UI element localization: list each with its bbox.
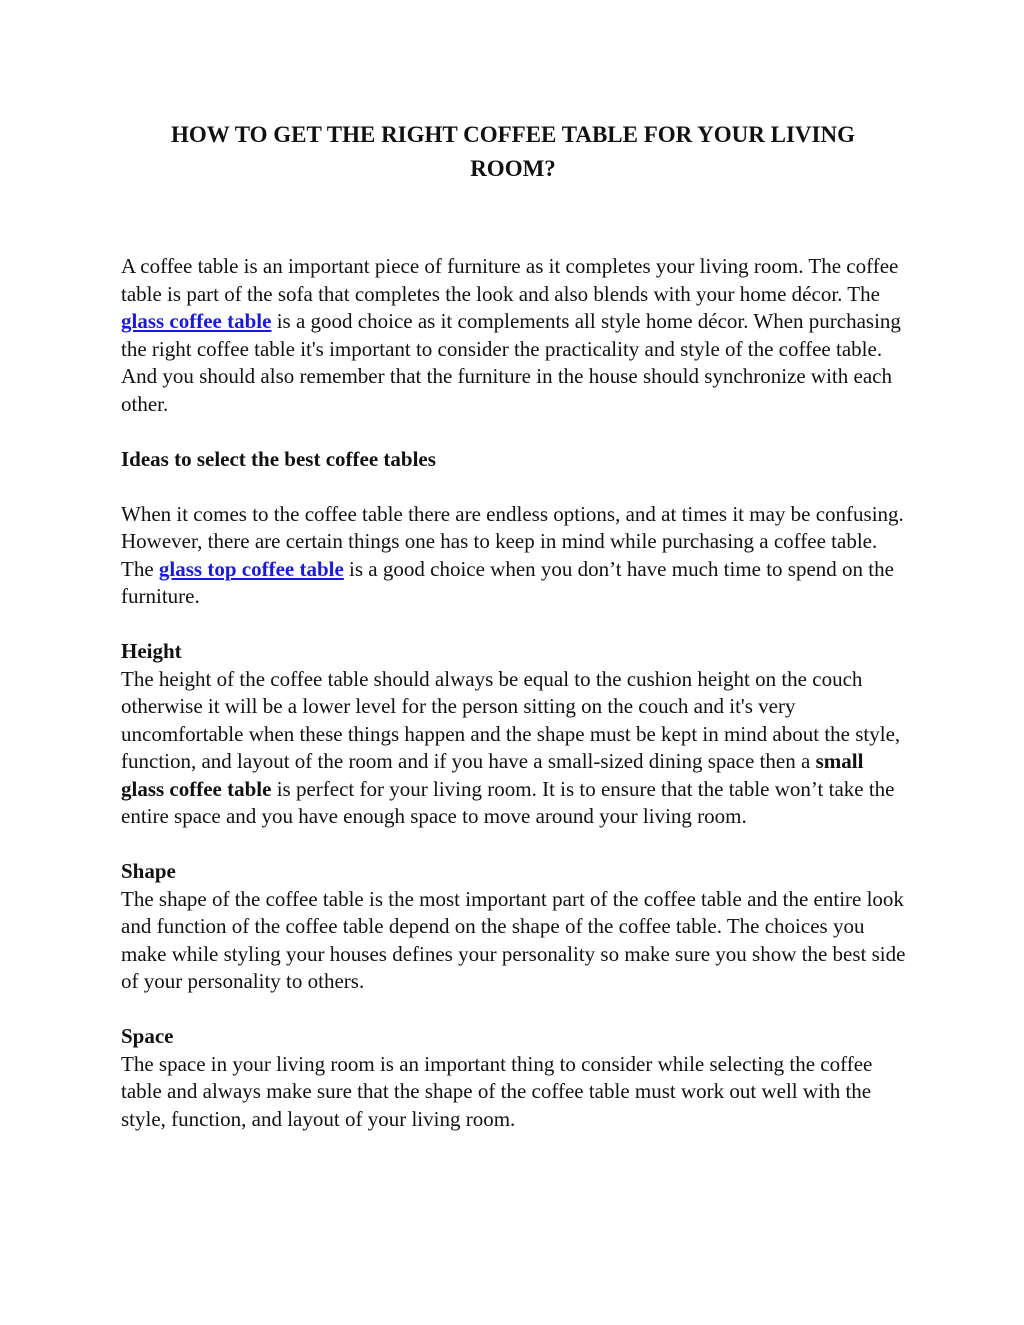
glass-coffee-table-link[interactable]: glass coffee table (121, 309, 272, 333)
ideas-heading: Ideas to select the best coffee tables (121, 446, 436, 471)
space-heading: Space (121, 1024, 174, 1048)
height-text-1: The height of the coffee table should always be equal to the cushion height on the couch otherwise it will be a lower level for the person sitting on the couch and it's very uncomfortable when these things happen and the shape must be kept in mind about the style, function, and layout of the room and if you have a small-sized dining space then a (121, 666, 901, 773)
intro-text-2: is a good choice as it complements all style home décor. When purchasing the right coffee table it's important to consider the practicality and style of the coffee table. And you should also remember that the furniture in the house should synchronize with each other. (121, 309, 901, 416)
document-page (121, 118, 911, 1133)
intro-paragraph (121, 253, 911, 418)
intro-text-1: A coffee table is an important piece of furniture as it completes your living room. The coffee table is part of the sofa that completes the look and also blends with your home décor. The (121, 254, 899, 306)
height-paragraph (121, 666, 911, 831)
document-title: HOW TO GET THE RIGHT COFFEE TABLE FOR YOUR LIVING ROOM? (171, 122, 855, 181)
ideas-text-2: is a good choice when you don’t have much time to spend on the furniture. (121, 556, 894, 608)
shape-heading: Shape (121, 859, 176, 883)
small-glass-coffee-table-bold: small glass coffee table (121, 749, 864, 801)
space-paragraph: The space in your living room is an important thing to consider while selecting the coffee table and always make sure that the shape of the coffee table must work out well with the style, function, and layout of your living room. (121, 1051, 873, 1131)
glass-top-coffee-table-link[interactable]: glass top coffee table (158, 556, 344, 581)
ideas-paragraph (121, 501, 911, 611)
ideas-text-1: When it comes to the coffee table there are endless options, and at times it may be confusing. However, there are certain things one has to keep in mind while purchasing a coffee table. The (121, 501, 904, 581)
height-heading: Height (121, 639, 182, 663)
shape-paragraph: The shape of the coffee table is the most important part of the coffee table and the entire look and function of the coffee table depend on the shape of the coffee table. The choices you make while styling your houses defines your personality so make sure you show the best side of your personality to others. (121, 886, 906, 993)
height-text-2: is perfect for your living room. It is to ensure that the table won’t take the entire space and you have enough space to move around your living room. (121, 776, 895, 828)
